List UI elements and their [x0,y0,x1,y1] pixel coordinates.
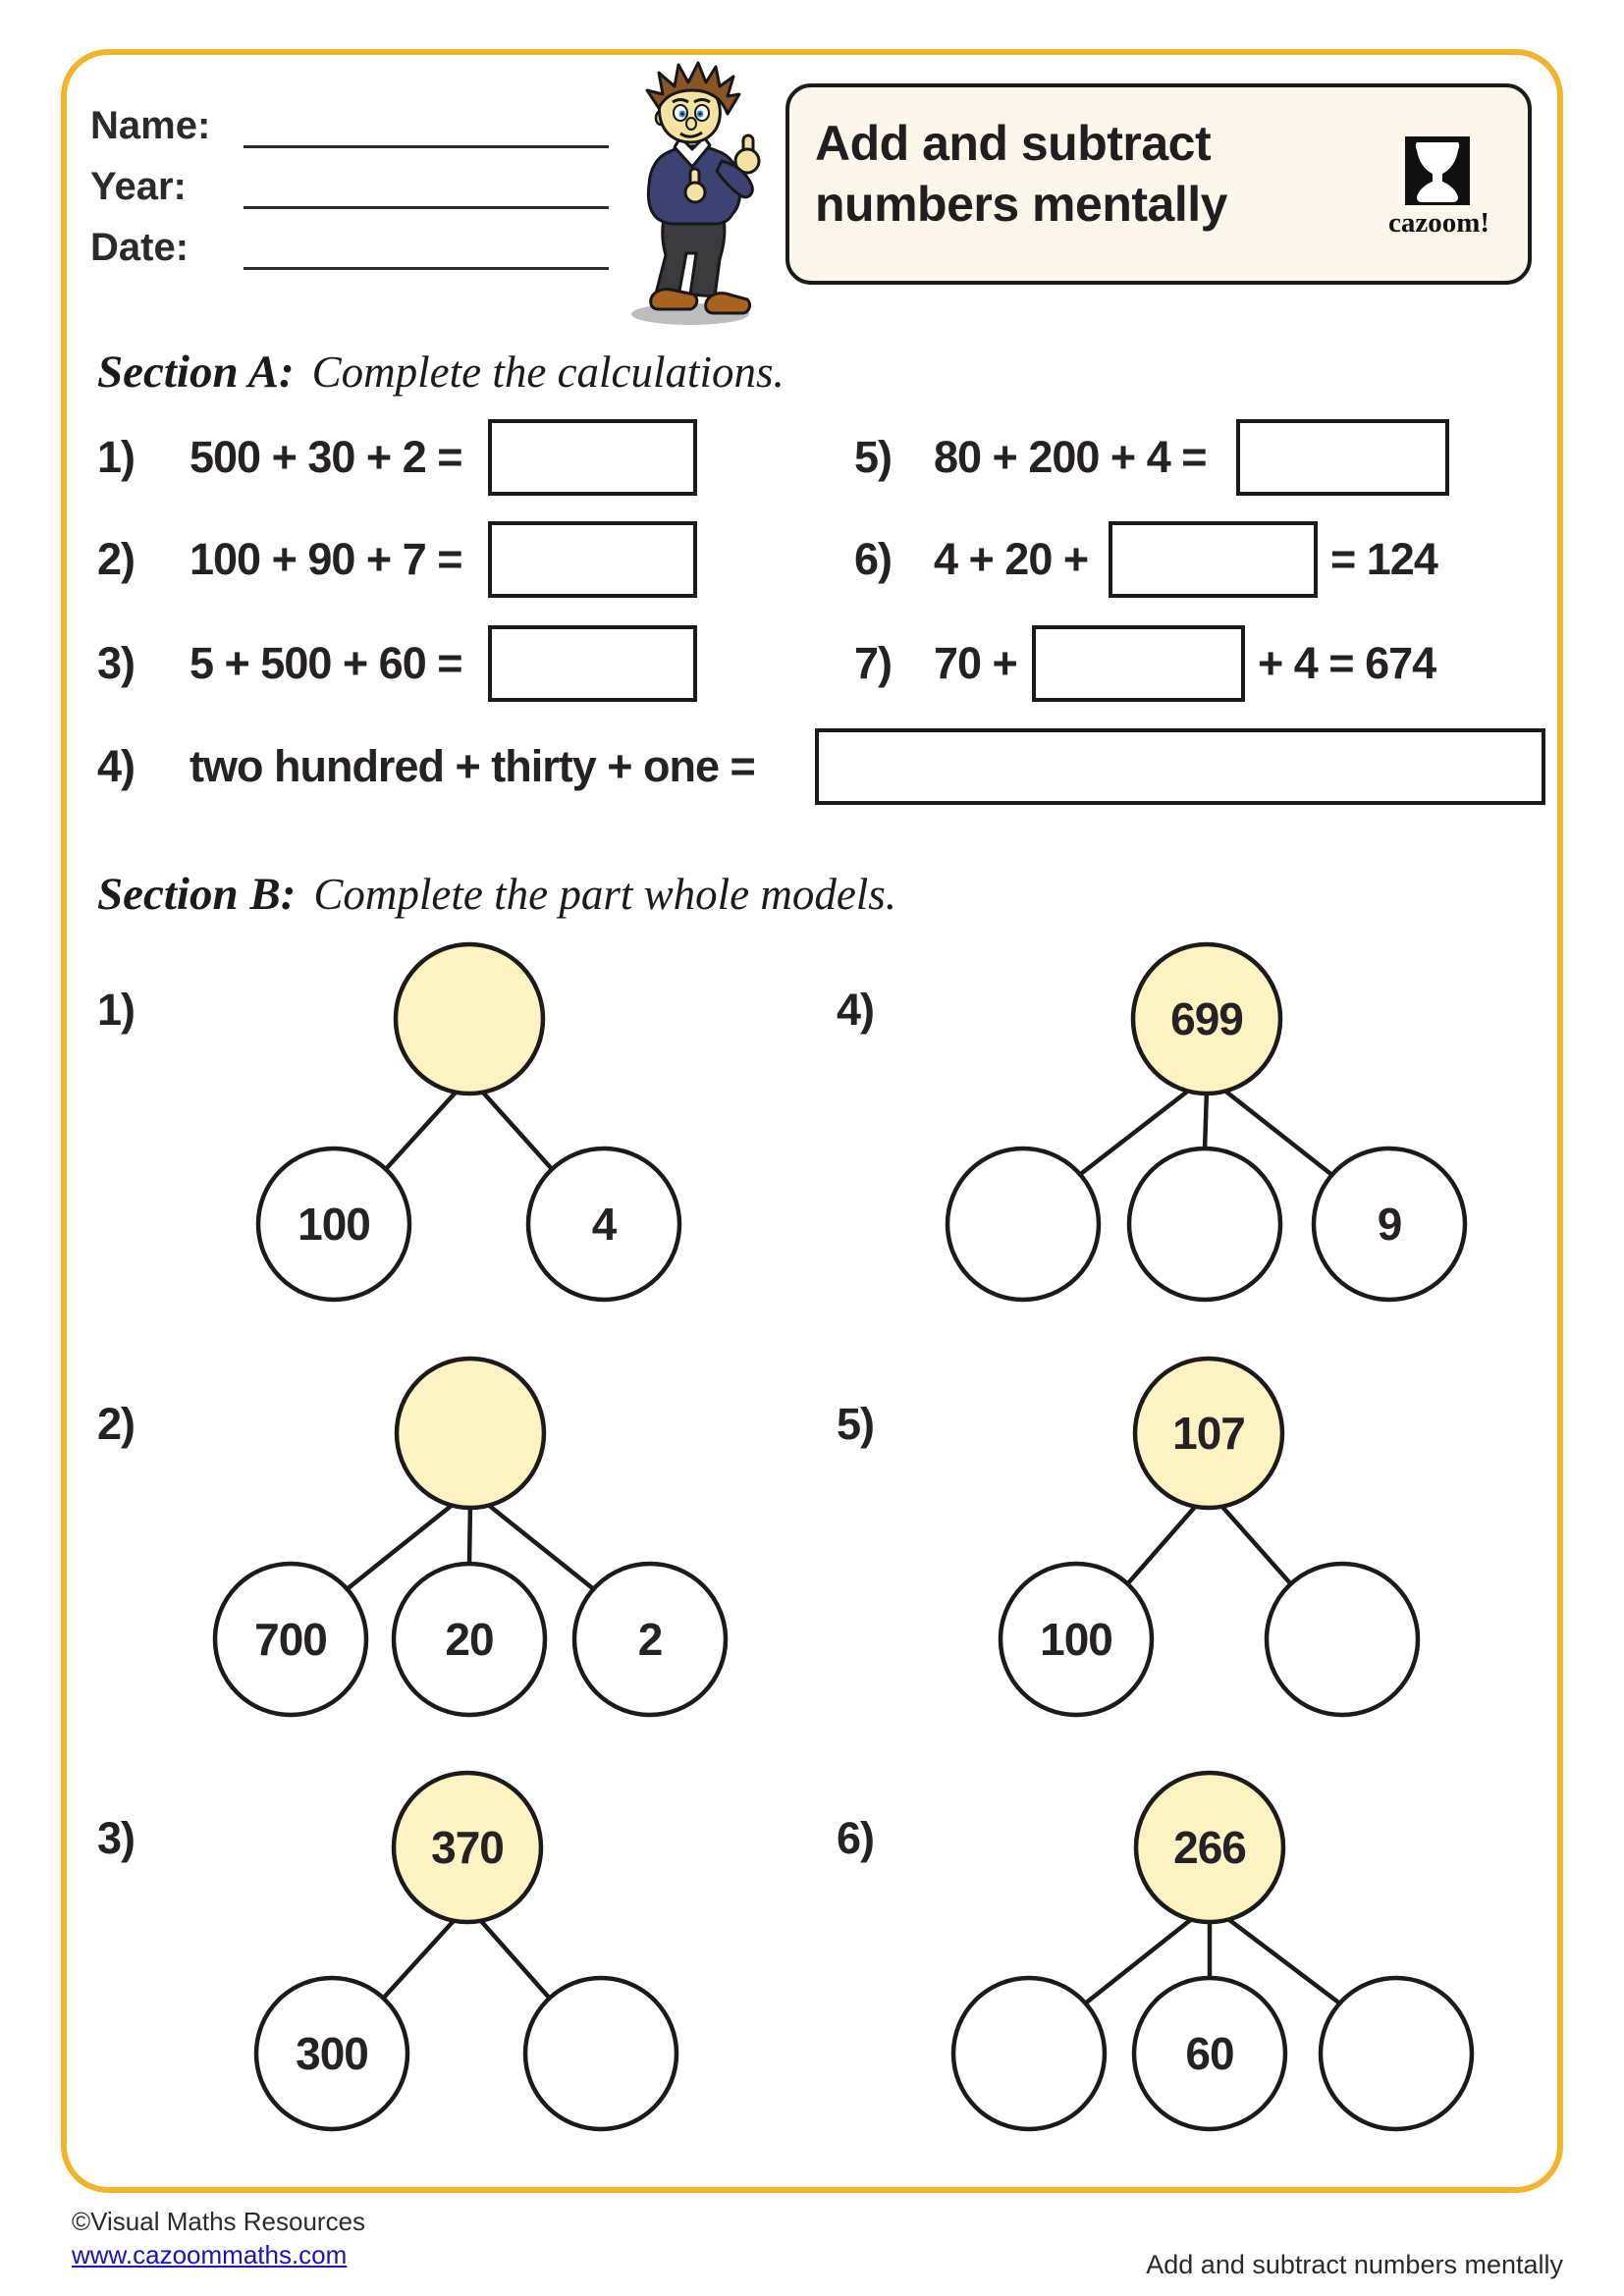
model-1-part-2-value: 4 [591,1199,617,1250]
model-2-whole-circle[interactable] [397,1359,544,1508]
model-5-label: 5) [837,1399,875,1449]
model-4-label: 4) [837,985,875,1035]
section-a-instruction: Complete the calculations. [311,347,785,397]
q6-expression-pre: 4 + 20 + [934,534,1089,584]
section-b-title: Section B: [97,869,297,920]
model-4-whole-value: 699 [1170,993,1243,1044]
cazoommaths-link[interactable]: www.cazoommaths.com [72,2240,348,2269]
q2-number: 2) [97,534,135,584]
q2-expression: 100 + 90 + 7 = [189,534,462,584]
model-1-part-1-value: 100 [298,1199,370,1250]
model-3-whole-value: 370 [431,1822,504,1873]
model-6-part-2-value: 60 [1185,2028,1234,2079]
model-1-whole-circle[interactable] [396,944,543,1094]
model-6-part-1-circle[interactable] [953,1978,1105,2129]
model-5-part-2-circle[interactable] [1267,1564,1418,1715]
model-4-part-1-circle[interactable] [947,1148,1099,1300]
model-5-whole-value: 107 [1172,1408,1245,1459]
q7-expression-post: + 4 = 674 [1258,638,1436,688]
q4-number: 4) [97,741,135,791]
model-6-whole-value: 266 [1173,1822,1246,1873]
q5-expression: 80 + 200 + 4 = [934,432,1207,482]
name-label: Name: [90,104,211,147]
model-5-part-1-value: 100 [1040,1614,1112,1665]
q7-number: 7) [854,638,893,688]
model-4-part-2-circle[interactable] [1129,1148,1280,1300]
q6-expression-post: = 124 [1330,534,1437,584]
section-b-instruction: Complete the part whole models. [313,870,897,919]
footer-worksheet-title: Add and subtract numbers mentally [1146,2250,1563,2279]
model-3-part-2-circle[interactable] [525,1978,677,2129]
q1-number: 1) [97,432,135,482]
worksheet-title-line1: Add and subtract [815,116,1212,171]
q4-expression: two hundred + thirty + one = [189,741,755,791]
model-2-part-1-value: 700 [254,1614,327,1665]
copyright-text: ©Visual Maths Resources [72,2207,366,2236]
model-6-label: 6) [837,1813,875,1863]
cazoom-logo-text: cazoom! [1388,207,1490,239]
q7-expression-pre: 70 + [934,638,1017,688]
worksheet-title-line2: numbers mentally [815,177,1227,232]
model-6-part-3-circle[interactable] [1321,1978,1472,2129]
q3-expression: 5 + 500 + 60 = [189,638,462,688]
model-4-part-3-value: 9 [1377,1199,1402,1250]
q6-number: 6) [854,534,893,584]
model-2-part-2-value: 20 [445,1614,494,1665]
model-2-label: 2) [97,1399,135,1449]
year-label: Year: [90,165,187,208]
date-label: Date: [90,226,189,269]
q3-number: 3) [97,638,135,688]
model-3-part-1-value: 300 [296,2028,368,2079]
model-3-label: 3) [97,1813,135,1863]
q5-number: 5) [854,432,893,482]
model-2-part-3-value: 2 [637,1614,663,1665]
section-a-title: Section A: [97,347,295,398]
model-1-label: 1) [97,985,135,1035]
q1-expression: 500 + 30 + 2 = [189,432,462,482]
